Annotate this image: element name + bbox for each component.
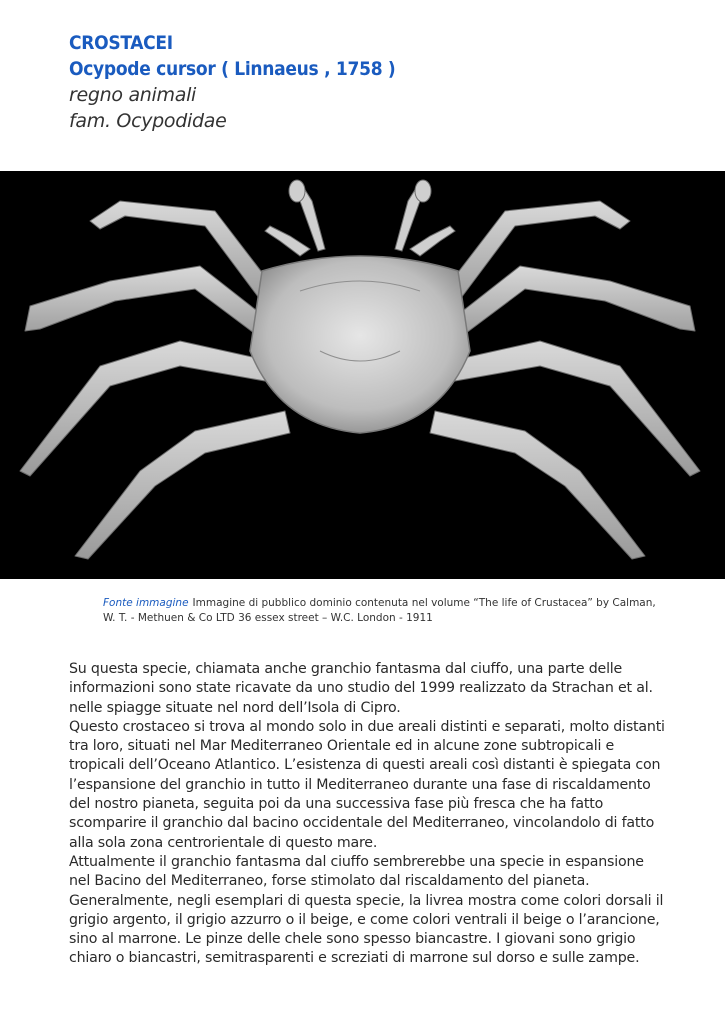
image-caption: [103, 596, 658, 626]
body-paragraph: Generalmente, negli esemplari di questa specie, la livrea mostra come colori dorsali il grigio argento, il grigio azzurro o il beige, e come colori ventrali il beige o l’arancione, sino al marrone. Le pinze delle chele sono spesso biancastre. I giovani sono grigio chiaro o biancastri, semitrasparenti e screziati di marrone sul dorso e sulle zampe.: [69, 892, 664, 967]
caption-source-label: Fonte immagine: [103, 597, 189, 609]
body-paragraph: Questo crostaceo si trova al mondo solo in due areali distinti e separati, molto distanti tra loro, situati nel Mar Mediterraneo Orientale ed in alcune zone subtropicali e tropicali dell’Oceano Atlantico. L’esistenza di questi areali così distanti è spiegata con l’espansione del granchio in tutto il Mediterraneo durante una fase di riscaldamento del nostro pianeta, seguita poi da una successiva fase più fresca che ha fatto scomparire il granchio dal bacino occidentale del Mediterraneo, vincolandolo di fatto alla sola zona centrorientale di questo mare.: [69, 718, 665, 851]
crab-illustration: [0, 171, 725, 579]
kingdom-label: regno animali: [69, 84, 197, 106]
body-paragraph: Su questa specie, chiamata anche granchio fantasma dal ciuffo, una parte delle informazioni sono state ricavate da uno studio del 1999 realizzato da Strachan et al. nelle spiagge situate nel nord dell’Isola di Cipro.: [69, 661, 653, 716]
page-header: [69, 30, 689, 134]
species-name: Ocypode cursor ( Linnaeus , 1758 ): [69, 58, 396, 80]
crab-photo: [0, 171, 725, 579]
family-label: fam. Ocypodidae: [69, 110, 227, 132]
caption-text: Immagine di pubblico dominio contenuta nel volume “The life of Crustacea” by Calman, W. T. - Methuen & Co LTD 36 essex street – W.C. London - 1911: [103, 597, 656, 624]
body-paragraph: Attualmente il granchio fantasma dal ciuffo sembrerebbe una specie in espansione nel Bacino del Mediterraneo, forse stimolato dal riscaldamento del pianeta.: [69, 853, 644, 890]
category-title: CROSTACEI: [69, 32, 173, 54]
article-body: [69, 660, 669, 969]
